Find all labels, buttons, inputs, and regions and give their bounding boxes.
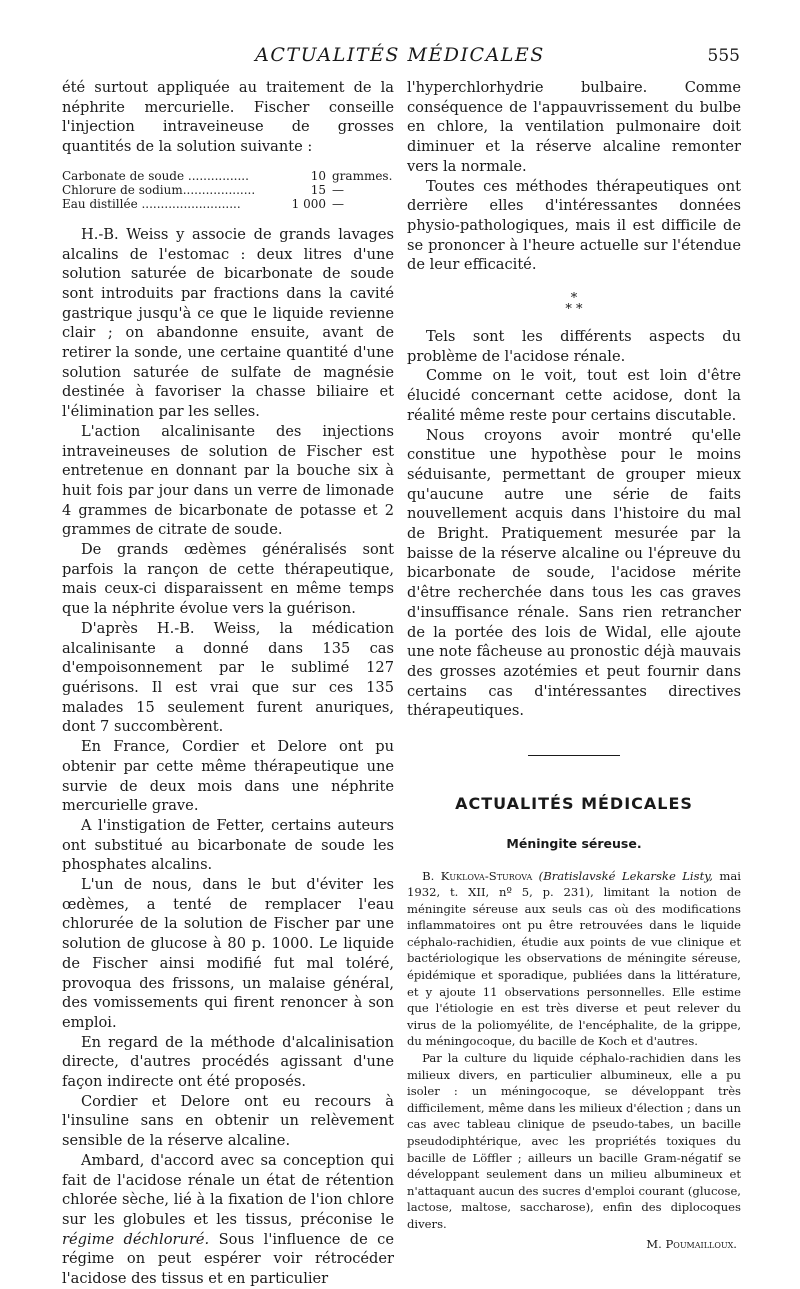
paragraph: Tels sont les différents aspects du problème de l'acidose rénale. — [407, 328, 741, 365]
section-title: ACTUALITÉS MÉDICALES — [455, 794, 693, 814]
abstract-text: mai 1932, t. XII, nº 5, p. 231), limitant la notion de méningite séreuse aux seuls cas où des modifications inflammatoires ont pu être retrouvées dans le liquide céphalo-rachidien, étudie aux points de vue clinique et bactériologique les observations de méningite séreuse, épidémique et sporadique, publiées dans la littérature, et y ajoute 11 observations personnelles. Elle estime que l'étiologie en est très diverse et peut relever du virus de la poliomyélite, de l'encéphalite, de la grippe, du méningocoque, du bacille de Koch et d'autres. — [407, 868, 741, 1049]
abstract-source: (Bratislavské Lekarske Listy, — [538, 868, 713, 883]
page-number: 555 — [707, 46, 740, 66]
paragraph: Comme on le voit, tout est loin d'être élucidé concernant cette acidose, dont la réalité même reste pour certains discutable. — [407, 367, 741, 424]
left-column — [62, 78, 394, 1289]
paragraph: l'hyperchlorhydrie bulbaire. Comme conséquence de l'appauvrissement du bulbe en chlore, la ventilation pulmonaire doit diminuer et la réserve alcaline remonter vers la normale. — [407, 79, 741, 175]
recipe-unit: — — [332, 182, 344, 197]
paragraph: H.-B. Weiss y associe de grands lavages alcalins de l'estomac : deux litres d'une solution saturée de bicarbonate de soude sont introduits par fractions dans la cavité gastrique jusqu'à ce que le liquide revienne clair ; on abandonne ensuite, avant de retirer la sonde, une certaine quantité d'une solution saturée de sulfate de magnésie destinée à favoriser la chasse biliaire et l'élimination par les selles. — [62, 225, 394, 421]
recipe-ingredient: Carbonate de soude ................ — [62, 168, 249, 183]
recipe-row — [62, 197, 394, 211]
running-title: ACTUALITÉS MÉDICALES — [255, 44, 545, 66]
paragraph: été surtout appliquée au traitement de la néphrite mercurielle. Fischer conseille l'injection intraveineuse de grosses quantités de la solution suivante : — [62, 79, 394, 156]
paragraph — [62, 1151, 394, 1289]
paragraph: De grands œdèmes généralisés sont parfois la rançon de cette thérapeutique, mais ceux-ci disparaissent en même temps que la néphrite évolue vers la guérison. — [62, 541, 394, 618]
recipe-amount: 1 000 — [291, 196, 326, 211]
subsection-title: Méningite séreuse. — [506, 835, 642, 851]
paragraph: L'action alcalinisante des injections intraveineuses de solution de Fischer est entretenue en donnant par la bouche six à huit fois par jour dans un verre de limonade 4 grammes de bicarbonate de potasse et 2 grammes de citrate de soude. — [62, 422, 394, 539]
paragraph: Toutes ces méthodes thérapeutiques ont derrière elles d'intéressantes données physio-pathologiques, mais il est difficile de se prononcer à l'heure actuelle sur l'étendue de leur efficacité. — [407, 177, 741, 274]
recipe-amount: 15 — [310, 182, 326, 197]
paragraph: Nous croyons avoir montré qu'elle constitue une hypothèse pour le moins séduisante, permettant de grouper mieux qu'aucune autre une série de faits nouvellement acquis dans l'histoire du mal de Bright. Pratiquement mesurée par la baisse de la réserve alcaline ou l'épreuve du bicarbonate de soude, l'acidose mérite d'être recherchée dans tous les cas graves d'insuffisance rénale. Sans rien retrancher de la portée des lois de Widal, elle ajoute une note fâcheuse au pronostic déjà mauvais des grosses azotémies et peut fournir dans certains cas d'intéressantes directives thérapeutiques. — [407, 426, 741, 720]
asterism-bottom: * * — [565, 302, 583, 318]
emphasis-text: régime déchloruré. — [62, 1230, 210, 1248]
paragraph-text: Ambard, d'accord avec sa conception qui fait de l'acidose rénale un état de rétention chlorée sèche, lié à la fixation de l'ion chlore sur les globules et les tissus, préconise le — [62, 1151, 394, 1228]
paragraph-text: Sous l'influence de ce régime on peut espérer voir rétrocéder l'acidose des tissus et en particulier — [62, 1230, 394, 1288]
recipe-row — [62, 169, 394, 183]
signature: M. Poumailloux. — [646, 1236, 737, 1251]
recipe-table — [62, 169, 394, 211]
right-column — [407, 78, 741, 1254]
recipe-unit: grammes. — [332, 168, 393, 183]
paragraph: A l'instigation de Fetter, certains auteurs ont substitué au bicarbonate de soude les phosphates alcalins. — [62, 816, 394, 874]
paragraph: L'un de nous, dans le but d'éviter les œdèmes, a tenté de remplacer l'eau chlorurée de la solution de Fischer par une solution de glucose à 80 p. 1000. Le liquide de Fischer ainsi modifié fut mal toléré, provoqua des frissons, un malaise général, des vomissements qui firent renoncer à son emploi. — [62, 876, 394, 1031]
abstract-paragraph: Par la culture du liquide céphalo-rachidien dans les milieux divers, en particulier albumineux, elle a pu isoler : un méningocoque, se développant très difficilement, même dans les milieux d'élection ; dans un cas avec tableau clinique de pseudo-tabes, un bacille pseudodiphtérique, avec les propriétés toxiques du bacille de Löffler ; ailleurs un bacille Gram-négatif se développant seulement dans un milieu albumineux et n'attaquant aucun des sucres d'emploi courant (glucose, lactose, maltose, saccharose), enfin des diplocoques divers. — [407, 1051, 741, 1231]
asterism-top: * — [570, 291, 578, 307]
abstract-paragraph — [407, 868, 741, 1051]
asterism — [407, 291, 741, 318]
section-divider — [528, 755, 620, 756]
paragraph: En France, Cordier et Delore ont pu obtenir par cette même thérapeutique une survie de deux mois dans une néphrite mercurielle grave. — [62, 738, 394, 815]
paragraph: Cordier et Delore ont eu recours à l'insuline sans en obtenir un relèvement sensible de la réserve alcaline. — [62, 1092, 394, 1150]
page-header — [60, 44, 740, 74]
recipe-ingredient: Eau distillée .......................... — [62, 196, 241, 211]
paragraph: D'après H.-B. Weiss, la médication alcalinisante a donné dans 135 cas d'empoisonnement par le sublimé 127 guérisons. Il est vrai que sur ces 135 malades 15 seulement furent anuriques, dont 7 succombèrent. — [62, 619, 394, 736]
recipe-amount: 10 — [310, 168, 326, 183]
recipe-unit: — — [332, 196, 344, 211]
abstract-author: B. Kuklova-Sturova — [422, 868, 533, 883]
recipe-ingredient: Chlorure de sodium................... — [62, 182, 256, 197]
recipe-row — [62, 183, 394, 197]
paragraph: En regard de la méthode d'alcalinisation directe, d'autres procédés agissant d'une façon indirecte ont été proposés. — [62, 1033, 394, 1091]
